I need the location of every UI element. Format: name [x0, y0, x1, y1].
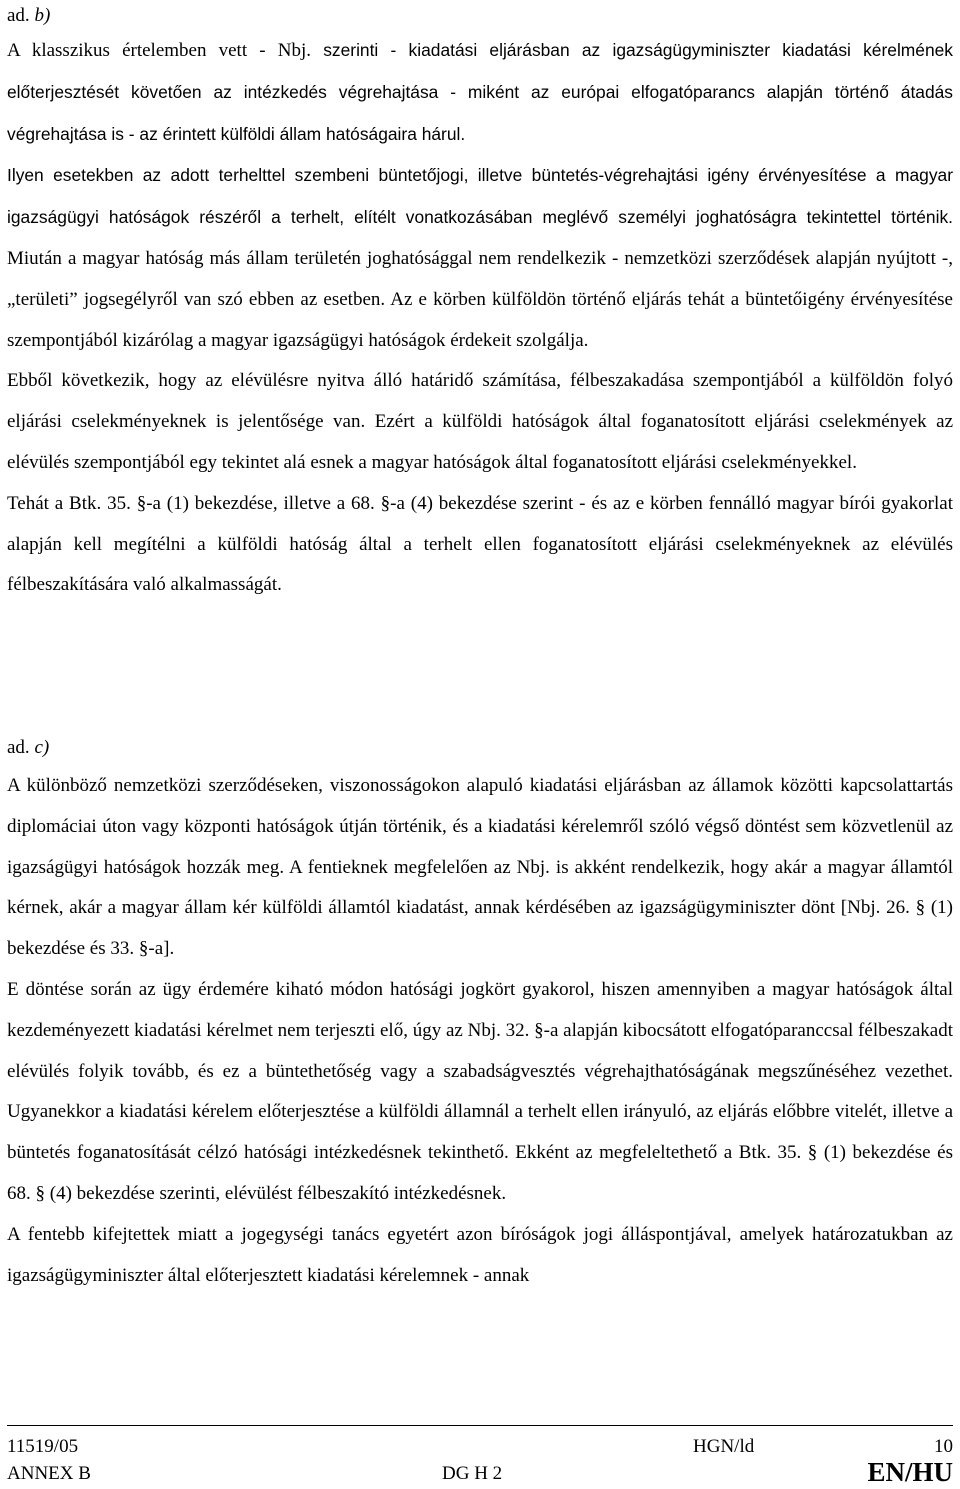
- paragraph-text: A klasszikus értelemben vett - Nbj.: [7, 40, 311, 61]
- page-number: 10: [934, 1436, 953, 1457]
- section-b-body: [7, 30, 953, 606]
- paragraph: [7, 155, 953, 361]
- paragraph-text-sans: Ilyen esetekben az adott terhelttel szembeni büntetőjogi, illetve büntetés-végrehajtási igény érvényesítése a magyar igazságügyi hatóságok részéről a terhelt, elítélt vonatkozásában meglévő személyi joghatóságra tekintettel történik.: [7, 165, 953, 228]
- section-c-body: [7, 766, 953, 1296]
- initials: HGN/ld: [693, 1436, 755, 1457]
- heading-letter: b): [34, 5, 51, 26]
- paragraph: Ebből következik, hogy az elévülésre nyitva álló határidő számítása, félbeszakadása szempontjából a külföldön folyó eljárási cselekményeknek is jelentősége van. Ezért a külföldi hatóságok által foganatosított eljárási cselekmények az elévülés szempontjából egy tekintet alá esnek a magyar hatóságok által foganatosított eljárási cselekményekkel.: [7, 370, 953, 473]
- footer-divider: [7, 1425, 953, 1426]
- paragraph-text-sans: szerinti - kiadatási eljárásban az igazságügyminiszter kiadatási kérelmének előterjesztését követően az intézkedés végrehajtása - miként az európai elfogatóparancs alapján történő átadás végrehajtása is - az érintett külföldi állam hatóságaira hárul.: [7, 40, 954, 144]
- paragraph: A különböző nemzetközi szerződéseken, viszonosságokon alapuló kiadatási eljárásban az államok közötti kapcsolattartás diplomáciai úton vagy központi hatóságok útján történik, és a kiadatási kérelemről szóló végső döntést sem közvetlenül az igazságügyi hatóságok hozzák meg. A fentieknek megfelelően az Nbj. is akként rendelkezik, hogy akár a magyar államtól kérnek, akár a magyar állam kér külföldi államtól kiadatást, annak kérdésében az igazságügyminiszter dönt [Nbj. 26. § (1) bekezdése és 33. §-a].: [7, 775, 953, 960]
- doc-number: 11519/05: [7, 1436, 79, 1457]
- language-code: EN/HU: [867, 1457, 953, 1487]
- paragraph: A fentebb kifejtettek miatt a jogegységi tanács egyetért azon bíróságok jogi álláspontjával, amelyek határozatukban az igazságügyminiszter által előterjesztett kiadatási kérelemnek - annak: [7, 1223, 953, 1286]
- paragraph: [7, 30, 953, 155]
- paragraph: Tehát a Btk. 35. §-a (1) bekezdése, illetve a 68. §-a (4) bekezdése szerint - és az e körben fennálló magyar bírói gyakorlat alapján kell megítélni a külföldi hatóság által a terhelt ellen foganatosított eljárási cselekményeknek az elévülés félbeszakítására való alkalmasságát.: [7, 492, 953, 596]
- heading-letter: c): [34, 737, 50, 758]
- heading-prefix: ad.: [7, 737, 35, 758]
- section-c-heading: [7, 738, 49, 758]
- annex-label: ANNEX B: [7, 1463, 91, 1484]
- section-b-heading: [7, 6, 50, 26]
- paragraph-text: Miután a magyar hatóság más állam területén joghatósággal nem rendelkezik - nemzetközi szerződések alapján nyújtott -, „területi” jogsegélyről van szó ebben az esetben. Az e körben külföldön történő eljárás tehát a büntetőigény érvényesítése szempontjából kizárólag a magyar igazságügyi hatóságok érdekeit szolgálja.: [7, 247, 953, 351]
- dg-label: DG H 2: [442, 1463, 503, 1484]
- heading-prefix: ad.: [7, 5, 35, 26]
- paragraph: E döntése során az ügy érdemére kiható módon hatósági jogkört gyakorol, hiszen amennyiben a magyar hatóságok által kezdeményezett kiadatási kérelmet nem terjeszti elő, úgy az Nbj. 32. §-a alapján kibocsátott elfogatóparanccsal félbeszakadt elévülés folyik tovább, és ez a büntethetőség vagy a szabadságvesztés végrehajthatóságának megszűnéséhez vezethet. Ugyanekkor a kiadatási kérelem előterjesztése a külföldi államnál a terhelt ellen irányuló, az eljárás előbbre vitelét, illetve a büntetés foganatosítását célzó hatósági intézkedésnek tekinthető. Ekként az megfeleltethető a Btk. 35. § (1) bekezdése és 68. § (4) bekezdése szerinti, elévülést félbeszakító intézkedésnek.: [7, 978, 953, 1204]
